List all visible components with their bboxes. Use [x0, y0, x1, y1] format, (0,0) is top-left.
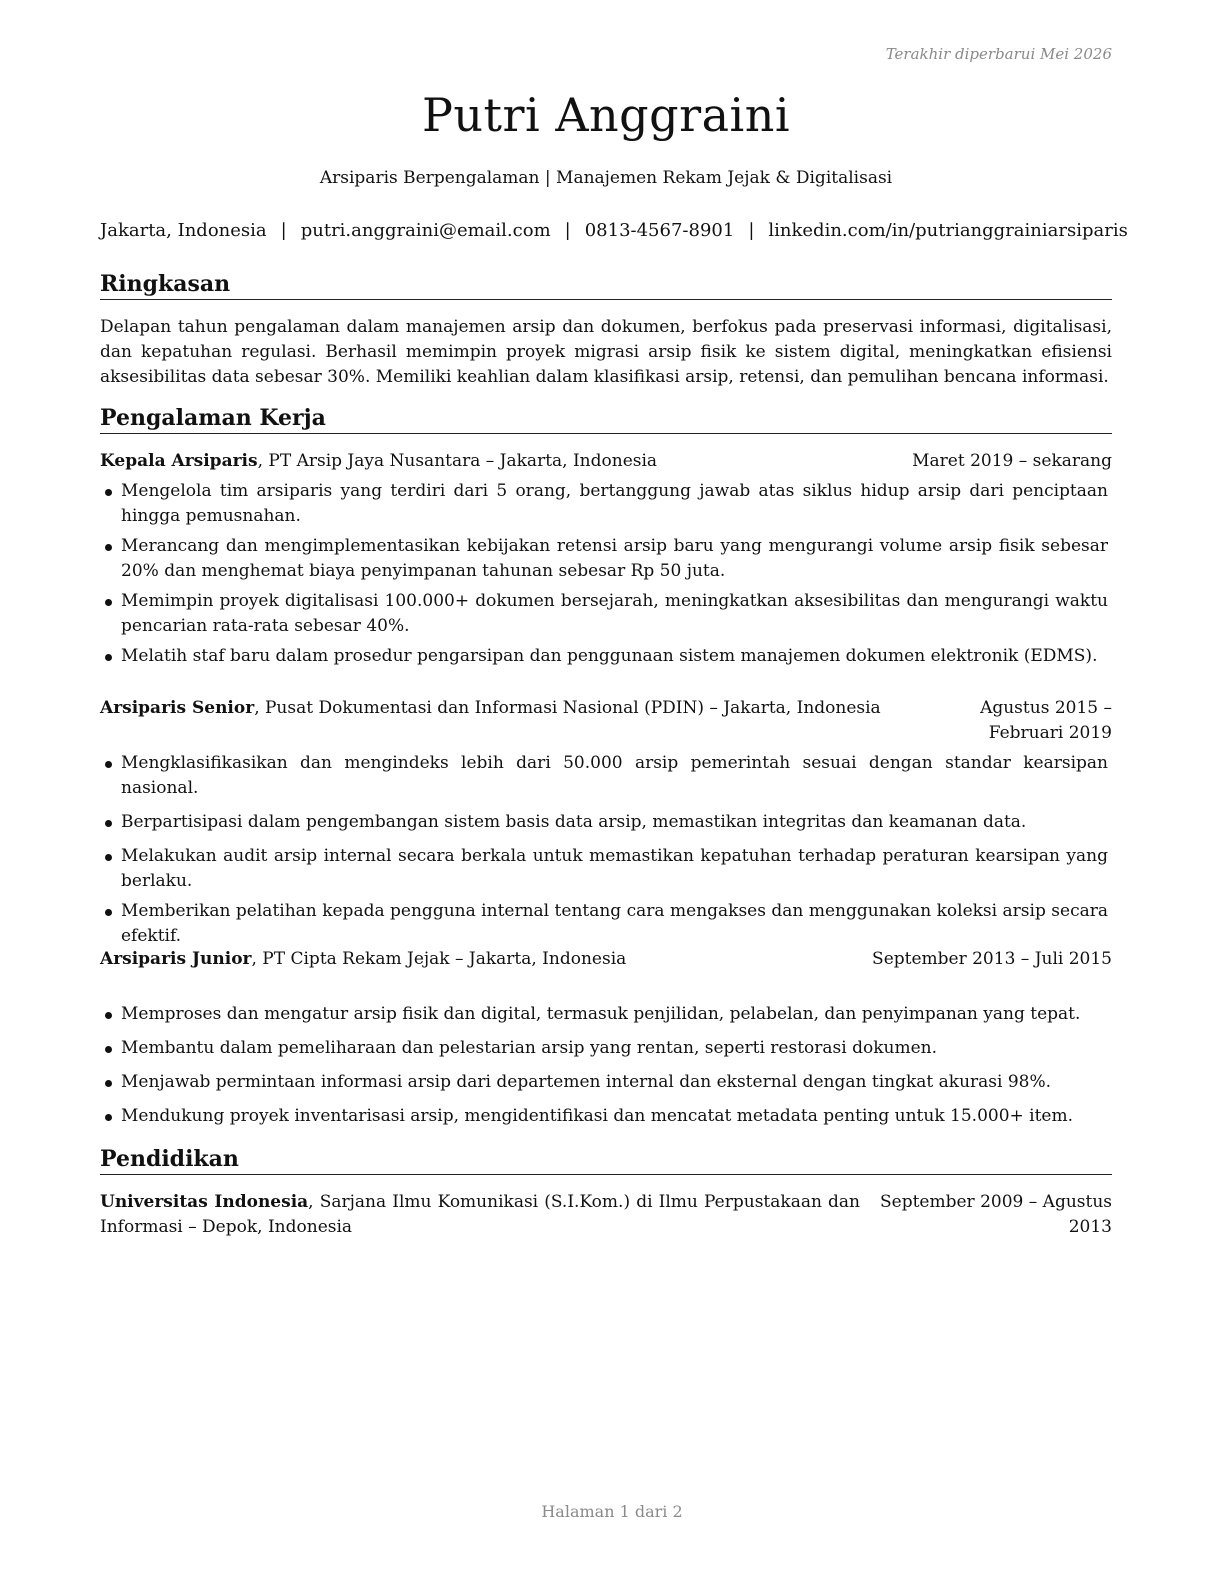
- job-role: Arsiparis Senior: [100, 698, 255, 718]
- job-bullets: [100, 751, 1108, 949]
- list-item: Memproses dan mengatur arsip fisik dan digital, termasuk penjilidan, pelabelan, dan penyimpanan yang tepat.: [100, 1002, 1108, 1027]
- job-dates: September 2013 – Juli 2015: [872, 949, 1112, 969]
- job-role: Kepala Arsiparis: [100, 451, 258, 471]
- contact-separator: |: [748, 220, 755, 241]
- job-org: , PT Cipta Rekam Jejak – Jakarta, Indonesia: [251, 949, 627, 969]
- list-item: Merancang dan mengimplementasikan kebijakan retensi arsip baru yang mengurangi volume arsip fisik sebesar 20% dan menghemat biaya penyimpanan tahunan sebesar Rp 50 juta.: [100, 534, 1108, 584]
- section-title-experience: Pengalaman Kerja: [100, 404, 1112, 434]
- job-title-line: [100, 947, 626, 972]
- job-bullets: [100, 1002, 1108, 1129]
- contact-separator: |: [280, 220, 287, 241]
- list-item: Mengelola tim arsiparis yang terdiri dari 5 orang, bertanggung jawab atas siklus hidup arsip dari penciptaan hingga pemusnahan.: [100, 479, 1108, 529]
- job-title-line: [100, 449, 657, 474]
- contact-location: Jakarta, Indonesia: [100, 220, 267, 241]
- job-org: , PT Arsip Jaya Nusantara – Jakarta, Indonesia: [257, 451, 658, 471]
- contact-phone: 0813-4567-8901: [584, 220, 735, 241]
- list-item: Menjawab permintaan informasi arsip dari departemen internal dan eksternal dengan tingkat akurasi 98%.: [100, 1070, 1108, 1095]
- list-item: Berpartisipasi dalam pengembangan sistem basis data arsip, memastikan integritas dan keamanan data.: [100, 810, 1108, 835]
- list-item: Mengklasifikasikan dan mengindeks lebih dari 50.000 arsip pemerintah sesuai dengan standar kearsipan nasional.: [100, 751, 1108, 801]
- education-entry: [100, 1190, 1112, 1240]
- list-item: Memimpin proyek digitalisasi 100.000+ dokumen bersejarah, meningkatkan aksesibilitas dan mengurangi waktu pencarian rata-rata sebesar 40%.: [100, 589, 1108, 639]
- tagline: Arsiparis Berpengalaman | Manajemen Rekam Jejak & Digitalisasi: [319, 168, 893, 188]
- job-bullets: [100, 479, 1108, 669]
- job-dates: Agustus 2015 – Februari 2019: [980, 698, 1112, 743]
- section-title-education: Pendidikan: [100, 1145, 1112, 1175]
- job-header: [100, 696, 1112, 746]
- resume-page: [100, 0, 1128, 1584]
- education-text: [100, 1190, 860, 1240]
- job-title-line: [100, 696, 881, 721]
- job-header: [100, 947, 1112, 997]
- contact-line: [100, 220, 1128, 241]
- list-item: Melakukan audit arsip internal secara berkala untuk memastikan kepatuhan terhadap peraturan kearsipan yang berlaku.: [100, 844, 1108, 894]
- education-school: Universitas Indonesia: [100, 1192, 309, 1212]
- job-header: [100, 449, 1112, 474]
- summary-text: Delapan tahun pengalaman dalam manajemen arsip dan dokumen, berfokus pada preservasi informasi, digitalisasi, dan kepatuhan regulasi. Berhasil memimpin proyek migrasi arsip fisik ke sistem digital, meningkatkan efisiensi aksesibilitas data sebesar 30%. Memiliki keahlian dalam klasifikasi arsip, retensi, dan pemulihan bencana informasi.: [100, 317, 1112, 387]
- education-degree: , Sarjana Ilmu Komunikasi (S.I.Kom.) di Ilmu Perpustakaan dan Informasi – Depok, Indonesia: [100, 1192, 861, 1237]
- job-role: Arsiparis Junior: [100, 949, 252, 969]
- list-item: Melatih staf baru dalam prosedur pengarsipan dan penggunaan sistem manajemen dokumen elektronik (EDMS).: [100, 644, 1108, 669]
- contact-email[interactable]: putri.anggraini@email.com: [300, 220, 551, 241]
- list-item: Membantu dalam pemeliharaan dan pelestarian arsip yang rentan, seperti restorasi dokumen.: [100, 1036, 1108, 1061]
- last-updated: Terakhir diperbarui Mei 2026: [885, 45, 1112, 63]
- page-number: Halaman 1 dari 2: [541, 1502, 683, 1521]
- list-item: Memberikan pelatihan kepada pengguna internal tentang cara mengakses dan menggunakan koleksi arsip secara efektif.: [100, 899, 1108, 949]
- candidate-name: Putri Anggraini: [421, 88, 791, 142]
- contact-linkedin[interactable]: linkedin.com/in/putrianggrainiarsiparis: [768, 220, 1128, 241]
- list-item: Mendukung proyek inventarisasi arsip, mengidentifikasi dan mencatat metadata penting untuk 15.000+ item.: [100, 1104, 1108, 1129]
- section-title-summary: Ringkasan: [100, 270, 1112, 300]
- job-dates: Maret 2019 – sekarang: [912, 451, 1112, 471]
- contact-separator: |: [564, 220, 571, 241]
- education-dates: September 2009 – Agustus 2013: [880, 1192, 1112, 1237]
- job-org: , Pusat Dokumentasi dan Informasi Nasional (PDIN) – Jakarta, Indonesia: [254, 698, 881, 718]
